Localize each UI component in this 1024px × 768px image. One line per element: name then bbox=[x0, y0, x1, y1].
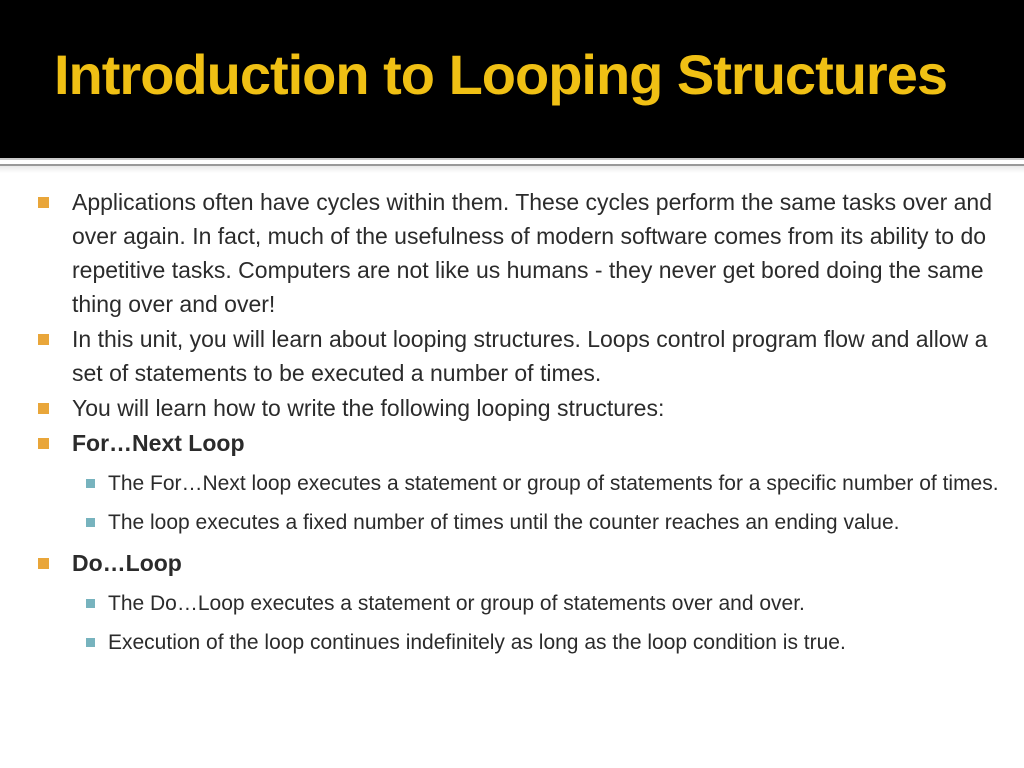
sub-bullet-item bbox=[86, 507, 1014, 538]
bullet-text: For…Next Loop bbox=[72, 430, 245, 456]
slide-body bbox=[0, 173, 1024, 658]
sub-bullet-square-icon bbox=[86, 518, 95, 527]
sub-bullet-item bbox=[86, 468, 1014, 499]
sub-bullet-square-icon bbox=[86, 599, 95, 608]
bullet-square-icon bbox=[38, 438, 49, 449]
slide-title: Introduction to Looping Structures bbox=[54, 43, 948, 106]
bullet-text: You will learn how to write the following looping structures: bbox=[72, 395, 665, 421]
bullet-item bbox=[38, 185, 1014, 321]
bullet-square-icon bbox=[38, 334, 49, 345]
bullet-square-icon bbox=[38, 197, 49, 208]
header-separator-shadow bbox=[0, 166, 1024, 173]
bullet-item bbox=[38, 391, 1014, 425]
bullet-square-icon bbox=[38, 558, 49, 569]
bullet-text: Applications often have cycles within them. These cycles perform the same tasks over and over again. In fact, much of the usefulness of modern software comes from its ability to do repetitive tasks. Computers are not like us humans - they never get bored doing the same thing over and over! bbox=[72, 189, 993, 317]
sub-bullet-item bbox=[86, 627, 1014, 658]
sub-bullet-item bbox=[86, 588, 1014, 619]
sub-bullet-text: Execution of the loop continues indefinitely as long as the loop condition is true. bbox=[108, 631, 846, 654]
sub-bullet-text: The loop executes a fixed number of times until the counter reaches an ending value. bbox=[108, 511, 900, 534]
sub-bullet-square-icon bbox=[86, 638, 95, 647]
sub-bullet-text: The For…Next loop executes a statement or group of statements for a specific number of times. bbox=[108, 472, 999, 495]
bullet-text: Do…Loop bbox=[72, 550, 182, 576]
bullet-item bbox=[38, 322, 1014, 390]
bullet-item-for-next-loop bbox=[38, 426, 1014, 460]
bullet-text: In this unit, you will learn about looping structures. Loops control program flow and allow a set of statements to be executed a number of times. bbox=[72, 326, 988, 386]
sub-bullet-square-icon bbox=[86, 479, 95, 488]
bullet-square-icon bbox=[38, 403, 49, 414]
bullet-item-do-loop bbox=[38, 546, 1014, 580]
slide-header bbox=[0, 0, 1024, 160]
sub-bullet-text: The Do…Loop executes a statement or group of statements over and over. bbox=[108, 592, 805, 615]
